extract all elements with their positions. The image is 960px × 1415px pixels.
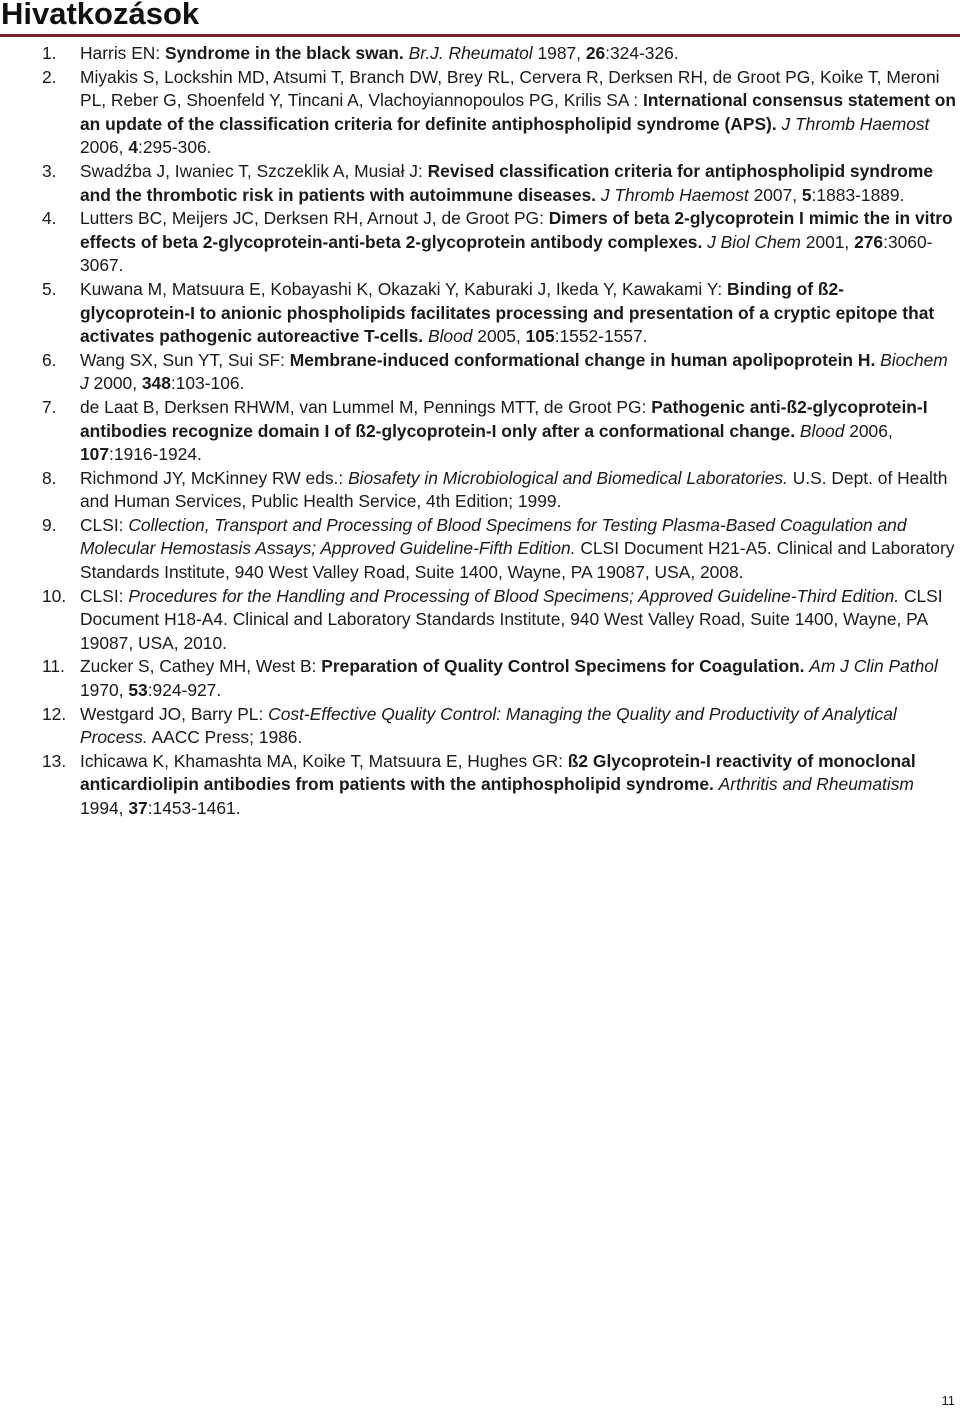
reference-segment: :295-306. — [138, 137, 212, 158]
reference-journal: Blood — [427, 326, 473, 347]
reference-item — [0, 655, 960, 702]
reference-title: Preparation of Quality Control Specimens for Coagulation. — [321, 656, 805, 677]
reference-text — [80, 704, 897, 748]
reference-title: Dimers of beta 2-glycoprotein I mimic the in vitro effects of beta 2-glycoprotein-anti-beta 2-glycoprotein antibody complexes. — [80, 208, 953, 252]
reference-title: 107 — [80, 444, 110, 465]
reference-journal: Am J Clin Pathol — [809, 656, 938, 677]
reference-segment: :1916-1924. — [109, 444, 202, 465]
reference-text — [80, 67, 956, 158]
reference-text — [80, 350, 948, 394]
reference-segment: Swadźba J, Iwaniec T, Szczeklik A, Musiał J: — [80, 160, 428, 181]
reference-segment: 1970, — [80, 680, 129, 701]
reference-number: 13. — [42, 750, 67, 771]
reference-segment: Miyakis S, Lockshin MD, Atsumi T, Branch DW, Brey RL, Cervera R, Derksen RH, de Groot PG, Koike T, Meroni PL, Reber G, Shoenfeld Y, Tincani A, Vlachoyiannopoulos PG, Krilis SA : — [80, 66, 940, 111]
reference-journal: J Biol Chem — [707, 231, 801, 252]
reference-text — [80, 515, 954, 582]
page-title: Hivatkozások — [1, 0, 200, 31]
reference-segment: Wang SX, Sun YT, Sui SF: — [80, 349, 290, 370]
reference-segment: CLSI Document H18-A4. Clinical and Laboratory Standards Institute, 940 West Valley Road, Suite 1400, Wayne, PA 19087, USA, 2010. — [80, 585, 943, 653]
reference-journal: Cost-Effective Quality Control: Managing the Quality and Productivity of Analytical Process. — [80, 703, 897, 748]
reference-segment: de Laat B, Derksen RHWM, van Lummel M, Pennings MTT, de Groot PG: — [80, 396, 652, 417]
reference-item — [0, 750, 960, 821]
reference-segment: 2006, — [80, 137, 129, 158]
reference-title: 348 — [141, 373, 171, 394]
reference-item — [0, 42, 960, 66]
reference-segment: CLSI: — [80, 514, 129, 535]
reference-text — [80, 397, 928, 464]
reference-segment: CLSI: — [80, 585, 129, 606]
reference-segment: 1987, — [532, 43, 586, 63]
reference-number: 9. — [42, 514, 57, 535]
reference-title: 26 — [585, 43, 606, 63]
reference-segment: AACC Press; 1986. — [147, 727, 303, 748]
reference-segment: :103-106. — [170, 373, 245, 394]
reference-segment: :1453-1461. — [147, 798, 241, 818]
reference-title: 53 — [128, 680, 148, 701]
reference-segment: :324-326. — [605, 43, 679, 63]
reference-text — [80, 208, 953, 275]
reference-title: ß2 Glycoprotein-I reactivity of monoclonal anticardiolipin antibodies from patients with the antiphospholipid syndrome. — [80, 750, 916, 795]
reference-title: Binding of ß2- glycoprotein-I to anionic phospholipids facilitates processing and presentation of a cryptic epitope that activates pathogenic autoreactive T-cells. — [80, 278, 935, 347]
reference-segment: :3060-3067. — [80, 231, 933, 276]
reference-number: 3. — [42, 160, 57, 181]
reference-number: 2. — [42, 66, 57, 87]
reference-number: 10. — [42, 585, 67, 606]
reference-segment: Lutters BC, Meijers JC, Derksen RH, Arnout J, de Groot PG: — [80, 208, 549, 229]
reference-journal: Biosafety in Microbiological and Biomedical Laboratories. — [348, 467, 788, 488]
reference-item — [0, 396, 960, 467]
reference-title: Pathogenic anti-ß2-glycoprotein-I antibodies recognize domain I of ß2-glycoprotein-I only after a conformational change. — [80, 396, 928, 441]
reference-journal: Blood — [799, 420, 845, 441]
reference-item — [0, 349, 960, 396]
reference-text — [80, 43, 679, 63]
reference-item — [0, 585, 960, 656]
reference-item — [0, 160, 960, 207]
reference-journal: Biochem J — [80, 349, 948, 394]
reference-number: 8. — [42, 467, 57, 488]
reference-text — [80, 468, 947, 512]
reference-item — [0, 66, 960, 160]
reference-title: 5 — [801, 184, 812, 205]
reference-segment: 1994, — [80, 798, 129, 818]
page-number: 11 — [941, 1393, 955, 1408]
reference-segment: CLSI Document H21-A5. Clinical and Laboratory Standards Institute, 940 West Valley Road, Suite 1400, Wayne, PA 19087, USA, 2008. — [80, 538, 955, 583]
reference-title: 4 — [128, 137, 139, 158]
reference-number: 11. — [42, 656, 65, 677]
reference-text — [80, 161, 933, 205]
reference-text — [80, 656, 938, 700]
reference-number: 6. — [42, 349, 57, 370]
reference-segment: Kuwana M, Matsuura E, Kobayashi K, Okazaki Y, Kaburaki J, Ikeda Y, Kawakami Y: — [80, 278, 728, 299]
reference-journal: J Thromb Haemost — [600, 184, 749, 205]
reference-segment: 2001, — [800, 231, 855, 252]
reference-list — [0, 42, 960, 821]
reference-item — [0, 514, 960, 585]
reference-title: 37 — [128, 798, 148, 818]
reference-title: International consensus statement on an update of the classification criteria for definite antiphospholipid syndrome (APS). — [80, 90, 957, 134]
reference-title: Membrane-induced conformational change in human apolipoprotein H. — [289, 349, 876, 370]
reference-text — [80, 751, 916, 818]
reference-segment: 2007, — [748, 184, 802, 205]
reference-title: 276 — [854, 231, 884, 252]
reference-segment: 2006, — [844, 420, 893, 441]
reference-item — [0, 278, 960, 349]
reference-journal: Procedures for the Handling and Processing of Blood Specimens; Approved Guideline-Third Edition. — [128, 585, 900, 606]
reference-text — [80, 279, 934, 346]
reference-segment: Zucker S, Cathey MH, West B: — [80, 656, 322, 677]
reference-journal: Collection, Transport and Processing of Blood Specimens for Testing Plasma-Based Coagulation and Molecular Hemostasis Assays; Approved Guideline-Fifth Edition. — [80, 514, 907, 559]
reference-segment: :1883-1889. — [811, 184, 905, 205]
reference-item — [0, 467, 960, 514]
reference-text — [80, 586, 943, 653]
reference-segment: Harris EN: — [80, 43, 166, 63]
reference-segment: 2005, — [472, 326, 526, 347]
reference-journal: Arthritis and Rheumatism — [718, 774, 914, 795]
reference-title: Syndrome in the black swan. — [165, 43, 404, 63]
reference-item — [0, 207, 960, 278]
reference-title: 105 — [525, 326, 555, 347]
reference-journal: Br.J. Rheumatol — [408, 43, 533, 63]
title-divider — [0, 34, 960, 37]
reference-number: 7. — [42, 396, 57, 417]
reference-segment: Westgard JO, Barry PL: — [80, 703, 269, 724]
reference-title: Revised classification criteria for antiphospholipid syndrome and the thrombotic risk in patients with autoimmune diseases. — [80, 160, 934, 205]
reference-segment: :1552-1557. — [554, 326, 648, 347]
reference-segment: 2000, — [88, 373, 142, 394]
reference-number: 5. — [42, 278, 57, 299]
reference-number: 4. — [42, 208, 57, 229]
reference-segment: :924-927. — [147, 680, 222, 701]
reference-segment: U.S. Dept. of Health and Human Services, Public Health Service, 4th Edition; 1999. — [80, 467, 948, 512]
reference-segment: Richmond JY, McKinney RW eds.: — [80, 467, 349, 488]
reference-item — [0, 703, 960, 750]
reference-number: 12. — [42, 703, 67, 724]
reference-number: 1. — [42, 43, 57, 63]
reference-segment: Ichicawa K, Khamashta MA, Koike T, Matsuura E, Hughes GR: — [80, 750, 568, 771]
reference-journal: J Thromb Haemost — [781, 113, 930, 134]
